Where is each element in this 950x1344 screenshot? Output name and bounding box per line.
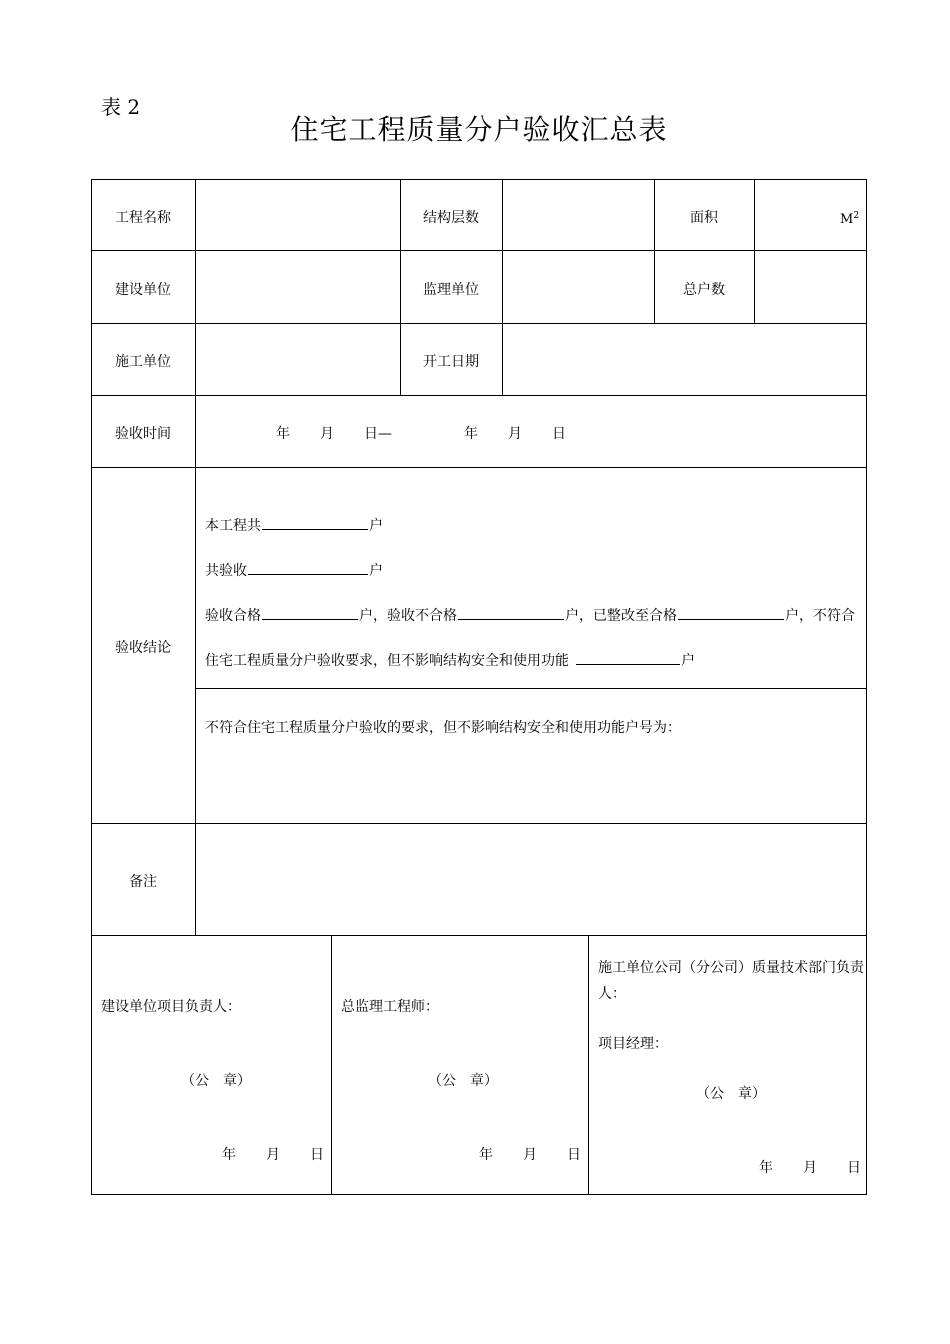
chief-supervisor-label: 总监理工程师： — [341, 999, 439, 1015]
column-divider — [400, 179, 401, 395]
area-label: 面积 — [690, 210, 718, 226]
nonconforming-households-note: 不符合住宅工程质量分户验收的要求，但不影响结构安全和使用功能户号为： — [205, 720, 681, 736]
column-divider — [588, 935, 589, 1195]
row-divider — [91, 467, 867, 468]
construction-manager-label: 建设单位项目负责人： — [101, 999, 241, 1015]
total-households-blank[interactable] — [262, 517, 368, 530]
row-divider — [91, 823, 867, 824]
builder-seal: （公 章） — [696, 1086, 766, 1102]
structure-floors-label: 结构层数 — [423, 210, 479, 226]
area-unit: $M^2$ — [840, 210, 860, 228]
summary-table — [91, 179, 867, 1195]
project-name-label: 工程名称 — [115, 210, 171, 226]
conclusion-line-total: 本工程共 户 — [205, 518, 383, 534]
column-divider — [754, 179, 755, 323]
row-divider — [91, 395, 867, 396]
acceptance-time-label: 验收时间 — [115, 426, 171, 442]
column-divider — [502, 179, 503, 395]
conclusion-line-accepted: 共验收 户 — [205, 563, 383, 579]
row-divider — [195, 688, 867, 689]
conclusion-label: 验收结论 — [115, 640, 171, 656]
qualified-blank[interactable] — [262, 607, 358, 620]
conclusion-line-results: 验收合格 户，验收不合格 户，已整改至合格 户，不符合 — [205, 608, 855, 624]
project-manager-label: 项目经理： — [598, 1036, 668, 1052]
unqualified-blank[interactable] — [458, 607, 564, 620]
column-divider — [654, 179, 655, 323]
builder-unit-label: 施工单位 — [115, 354, 171, 370]
conclusion-line-nonconforming: 住宅工程质量分户验收要求，但不影响结构安全和使用功能 户 — [205, 653, 695, 669]
supervision-sign-date: 年 月 日 — [479, 1147, 581, 1163]
construction-unit-label: 建设单位 — [115, 282, 171, 298]
form-number-label: 表 2 — [101, 95, 141, 119]
total-households-label: 总户数 — [683, 282, 725, 298]
rectified-blank[interactable] — [678, 607, 784, 620]
construction-sign-date: 年 月 日 — [222, 1147, 324, 1163]
acceptance-time-value: 年 月 日— 年 月 日 — [276, 426, 566, 442]
start-date-label: 开工日期 — [423, 354, 479, 370]
accepted-households-blank[interactable] — [248, 562, 368, 575]
supervision-unit-label: 监理单位 — [423, 282, 479, 298]
row-divider — [91, 935, 867, 936]
column-divider — [331, 935, 332, 1195]
builder-sign-date: 年 月 日 — [759, 1160, 861, 1176]
column-divider — [195, 179, 196, 935]
page-title: 住宅工程质量分户验收汇总表 — [290, 113, 668, 146]
supervision-seal: （公 章） — [428, 1073, 498, 1089]
remarks-label: 备注 — [129, 874, 157, 890]
construction-seal: （公 章） — [181, 1073, 251, 1089]
row-divider — [91, 323, 867, 324]
row-divider — [91, 250, 867, 251]
quality-dept-head-label: 施工单位公司（分公司）质量技术部门负责人： — [598, 960, 864, 1002]
nonconforming-blank[interactable] — [576, 652, 680, 665]
